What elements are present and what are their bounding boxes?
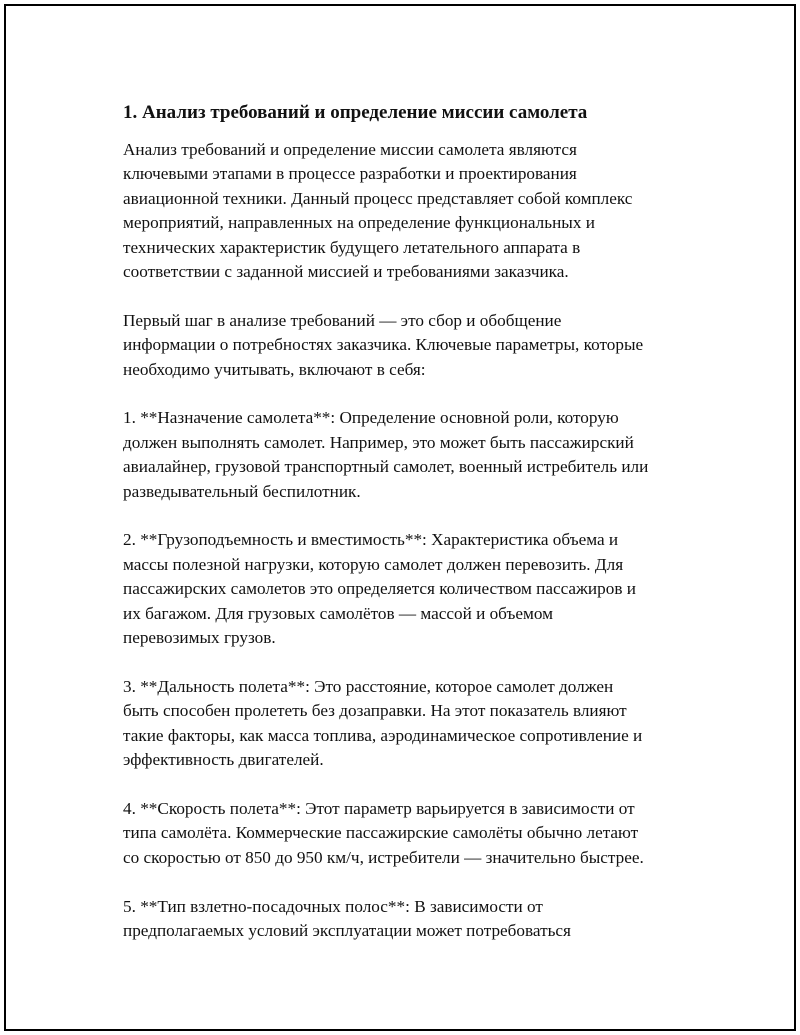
paragraph: [123, 528, 703, 650]
paragraph-line: информации о потребностях заказчика. Ключевые параметры, которые: [123, 335, 644, 355]
paragraph-line: разведывательный беспилотник.: [123, 481, 361, 501]
paragraph-line: авиационной техники. Данный процесс представляет собой комплекс: [123, 188, 633, 208]
paragraph-line: 5. **Тип взлетно-посадочных полос**: В зависимости от: [123, 896, 543, 916]
paragraph-line: Первый шаг в анализе требований — это сбор и обобщение: [123, 310, 562, 330]
page-frame: [4, 4, 796, 1031]
paragraph-line: со скоростью от 850 до 950 км/ч, истребители — значительно быстрее.: [123, 847, 644, 867]
section-heading: 1. Анализ требований и определение миссии самолета: [123, 102, 588, 123]
paragraph-line: 2. **Грузоподъемность и вместимость**: Характеристика объема и: [123, 530, 619, 550]
paragraph: [123, 675, 703, 773]
paragraph-line: предполагаемых условий эксплуатации может потребоваться: [123, 920, 571, 940]
paragraph-line: 3. **Дальность полета**: Это расстояние, которое самолет должен: [123, 676, 614, 696]
paragraph-line: 1. **Назначение самолета**: Определение основной роли, которую: [123, 408, 619, 428]
paragraph: [123, 406, 703, 504]
paragraph-line: соответствии с заданной миссией и требованиями заказчика.: [123, 262, 569, 282]
paragraph-line: их багажом. Для грузовых самолётов — массой и объемом: [123, 603, 554, 623]
paragraph-line: типа самолёта. Коммерческие пассажирские самолёты обычно летают: [123, 823, 639, 843]
paragraph-line: должен выполнять самолет. Например, это может быть пассажирский: [123, 432, 634, 452]
paragraph-line: авиалайнер, грузовой транспортный самолет, военный истребитель или: [123, 457, 649, 477]
paragraph-line: такие факторы, как масса топлива, аэродинамическое сопротивление и: [123, 725, 643, 745]
document-content: [123, 100, 703, 968]
paragraph-line: 4. **Скорость полета**: Этот параметр варьируется в зависимости от: [123, 798, 635, 818]
paragraph-line: технических характеристик будущего летательного аппарата в: [123, 237, 581, 257]
paragraph-line: эффективность двигателей.: [123, 750, 324, 770]
paragraph-line: ключевыми этапами в процессе разработки и проектирования: [123, 164, 577, 184]
paragraph-list: [123, 138, 703, 943]
paragraph: [123, 797, 703, 870]
paragraph-line: перевозимых грузов.: [123, 628, 276, 648]
paragraph-line: Анализ требований и определение миссии самолета являются: [123, 140, 577, 159]
paragraph-line: пассажирских самолетов это определяется количеством пассажиров и: [123, 579, 636, 599]
paragraph-line: быть способен пролететь без дозаправки. На этот показатель влияют: [123, 701, 627, 721]
paragraph: [123, 138, 703, 284]
paragraph: [123, 309, 703, 382]
paragraph-line: массы полезной нагрузки, которую самолет должен перевозить. Для: [123, 554, 624, 574]
paragraph-line: мероприятий, направленных на определение функциональных и: [123, 213, 595, 233]
paragraph-line: необходимо учитывать, включают в себя:: [123, 359, 426, 379]
paragraph: [123, 895, 703, 944]
